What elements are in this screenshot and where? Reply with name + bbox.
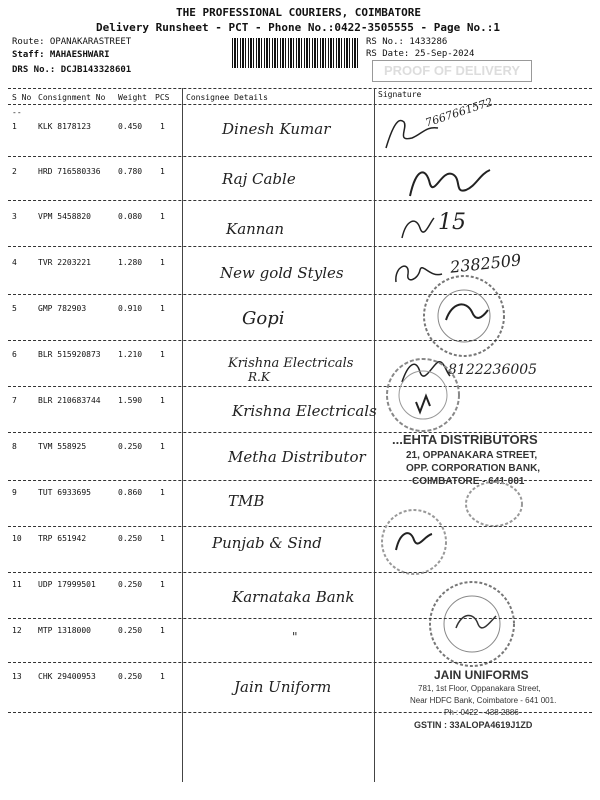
col-consignment: Consignment No [38,93,106,102]
row-4-pcs: 1 [160,258,165,267]
row-13-consignee: Jain Uniform [234,678,332,696]
col-sno: S No [12,93,32,102]
row-12-sno: 12 [12,626,22,635]
row-6-consignee: Krishna Electricals [228,356,354,371]
row-8-sno: 8 [12,442,17,451]
row-13-consignment: CHK 29400953 [38,672,96,681]
row-6-pcs: 1 [160,350,165,359]
row-3-divider [8,246,592,247]
row-3-weight: 0.080 [118,212,143,221]
row-3-consignee: Kannan [226,220,285,238]
runsheet-title: Delivery Runsheet - PCT - Phone No.:0422-3505555 - Page No.:1 [96,21,500,34]
row-6-sno: 6 [12,350,17,359]
row-2-divider [8,200,592,201]
row-1-weight: 0.450 [118,122,143,131]
row-11-consignment: UDP 17999501 [38,580,96,589]
jain-stamp-address: 781, 1st Floor, Oppanakara Street, [418,684,541,693]
row-13-weight: 0.250 [118,672,143,681]
row-6-consignment: BLR 515920873 [38,350,101,359]
metha-stamp-landmark: OPP. CORPORATION BANK, [406,463,541,474]
row-7-pcs: 1 [160,396,165,405]
row-10-consignee: Punjab & Sind [212,534,322,552]
row-1-sno: 1 [12,122,17,131]
row-12-pcs: 1 [160,626,165,635]
row-8-pcs: 1 [160,442,165,451]
metha-stamp-city: COIMBATORE - 641 001 [412,476,525,487]
row-7-weight: 1.590 [118,396,143,405]
row-1-divider [8,156,592,157]
row-3-pcs: 1 [160,212,165,221]
row-5-pcs: 1 [160,304,165,313]
row-13-divider [8,712,592,713]
row-12-weight: 0.250 [118,626,143,635]
consignee-column-rule [182,88,183,782]
proof-of-delivery-stamp: PROOF OF DELIVERY [372,60,532,82]
row-8-weight: 0.250 [118,442,143,451]
row-9-consignment: TUT 6933695 [38,488,91,497]
table-header-rule [8,104,592,105]
row-1-consignment: KLK 8178123 [38,122,91,131]
row-3-sno: 3 [12,212,17,221]
row-2-consignment: HRD 716580336 [38,167,101,176]
row-10-pcs: 1 [160,534,165,543]
row-2-consignee: Raj Cable [222,170,296,188]
route-label: Route: OPANAKARASTREET [12,37,132,47]
row-10-round-seal [376,506,452,578]
row-6-divider [8,386,592,387]
jain-stamp-landmark: Near HDFC Bank, Coimbatore - 641 001. [410,696,557,705]
row-1-consignee: Dinesh Kumar [222,120,331,138]
staff-label: Staff: MAHAESHWARI [12,50,110,60]
row-5-consignee: Gopi [242,308,285,329]
col-signature: Signature [378,90,422,99]
jain-stamp-phone: Ph : 0422 - 438 2886 [444,708,519,717]
col-consignee: Consignee Details [186,93,268,102]
row-7-sno: 7 [12,396,17,405]
row-9-weight: 0.860 [118,488,143,497]
company-name: THE PROFESSIONAL COURIERS, COIMBATORE [176,6,422,19]
row-10-weight: 0.250 [118,534,143,543]
signature-column-rule [374,88,375,782]
row-4-consignee: New gold Styles [220,264,344,282]
row-2-sno: 2 [12,167,17,176]
table-top-rule [8,88,592,89]
row-11-consignee: Karnataka Bank [232,588,355,606]
row-9-bank-seal [462,478,526,530]
row-12-consignment: MTP 1318000 [38,626,91,635]
row-1-pcs: 1 [160,122,165,131]
row-6-weight: 1.210 [118,350,143,359]
row-11-sno: 11 [12,580,22,589]
header-marker: -- [12,108,22,117]
row-9-pcs: 1 [160,488,165,497]
row-2-weight: 0.780 [118,167,143,176]
row-4-weight: 1.280 [118,258,143,267]
row-8-consignee: Metha Distributor [228,448,366,466]
row-13-pcs: 1 [160,672,165,681]
row-13-sno: 13 [12,672,22,681]
row-1-signature-scrawl [382,108,442,154]
row-7-consignment: BLR 210683744 [38,396,101,405]
row-2-signature [404,160,494,204]
row-7-round-seal [380,352,466,438]
rs-date: RS Date: 25-Sep-2024 [366,49,475,59]
row-3-signature: 15 [438,210,466,235]
row-3-signature-scrawl [398,214,438,244]
row-5-consignment: GMP 782903 [38,304,87,313]
row-5-sno: 5 [12,304,17,313]
row-10-sno: 10 [12,534,22,543]
row-6-consignee-note: R.K [248,370,270,384]
row-11-pcs: 1 [160,580,165,589]
jain-stamp-name: JAIN UNIFORMS [434,668,529,682]
row-2-pcs: 1 [160,167,165,176]
row-11-weight: 0.250 [118,580,143,589]
row-5-company-seal [416,272,514,362]
barcode [232,38,358,68]
row-12-consignee: " [292,630,298,644]
row-3-consignment: VPM 5458820 [38,212,91,221]
drs-number: DRS No.: DCJB143328601 [12,65,132,75]
row-1-signature-phone: 7667661572 [423,95,495,130]
col-weight: Weight [118,93,147,102]
row-11-divider [8,618,592,619]
row-4-sno: 4 [12,258,17,267]
row-4-consignment: TVR 2203221 [38,258,91,267]
col-pcs: PCS [155,93,170,102]
row-9-sno: 9 [12,488,17,497]
row-9-divider [8,526,592,527]
metha-stamp-street: 21, OPPANAKARA STREET, [406,450,538,461]
rs-number: RS No.: 1433286 [366,37,448,47]
row-8-consignment: TVM 558925 [38,442,87,451]
row-4-signature-number: 2382509 [449,250,523,277]
row-9-consignee: TMB [228,492,265,510]
row-10-consignment: TRP 651942 [38,534,87,543]
row-5-divider [8,340,592,341]
jain-stamp-gstin: GSTIN : 33ALOPA4619J1ZD [414,720,533,730]
row-5-weight: 0.910 [118,304,143,313]
row-12-divider [8,662,592,663]
row-11-karnataka-bank-seal [412,572,524,672]
metha-stamp-name: ...EHTA DISTRIBUTORS [392,432,538,447]
row-7-consignee: Krishna Electricals [232,402,377,420]
row-6-signature-phone: 8122236005 [448,362,538,378]
